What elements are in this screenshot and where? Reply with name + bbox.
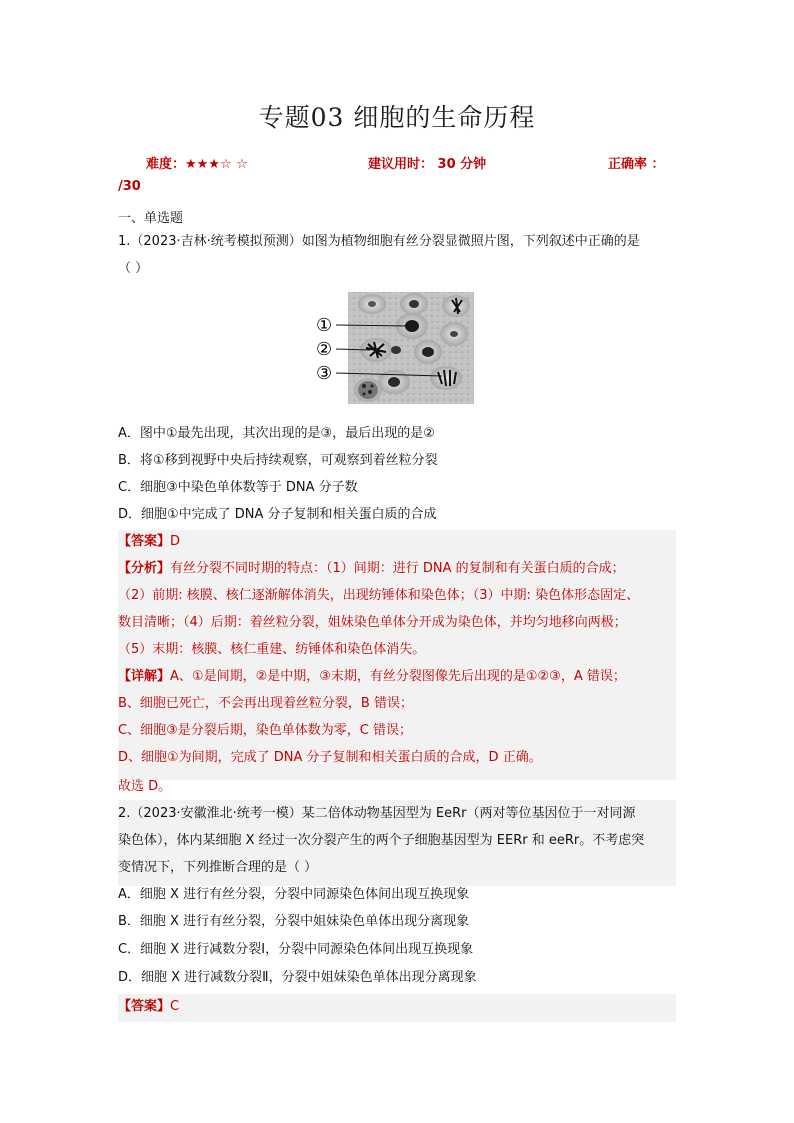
q2-stem-line1: 2.（2023·安徽淮北·统考一模）某二倍体动物基因型为 EeRr（两对等位基因位于一对同源 xyxy=(118,806,636,821)
q1-option-c: C．细胞③中染色单体数等于 DNA 分子数 xyxy=(118,480,358,495)
q2-answer-block xyxy=(118,994,676,1022)
q1-analysis-text1: 有丝分裂不同时期的特点：（1）间期：进行 DNA 的复制和有关蛋白质的合成； xyxy=(170,561,625,576)
difficulty-label: 难度：★★★☆ ☆ xyxy=(146,157,248,172)
q1-option-a: A．图中①最先出现，其次出现的是③，最后出现的是② xyxy=(118,426,435,441)
q2-answer xyxy=(118,997,179,1017)
q1-stem-line1: 1.（2023·吉林·统考模拟预测）如图为植物细胞有丝分裂显微照片图，下列叙述中正确的是 xyxy=(118,234,640,249)
q1-answer-tag: 【答案】 xyxy=(118,534,171,549)
q1-analysis-line2: （2）前期: 核膜、核仁逐渐解体消失，出现纺锤体和染色体；（3）中期: 染色体形态固定、 xyxy=(118,588,640,603)
q1-answer-block xyxy=(118,530,676,780)
page-title: 专题03 细胞的生命历程 xyxy=(258,103,536,132)
fig-label-1: ① xyxy=(316,315,333,336)
q1-option-d: D．细胞①中完成了 DNA 分子复制和相关蛋白质的合成 xyxy=(118,507,437,522)
q1-detail-line3: C、细胞③是分裂后期，染色单体数为零，C 错误； xyxy=(118,723,412,738)
q2-option-d: D．细胞 X 进行减数分裂Ⅱ，分裂中姐妹染色单体出现分离现象 xyxy=(118,970,477,985)
q1-detail-conclusion: 故选 D。 xyxy=(118,779,172,794)
q1-analysis-line4: （5）末期：核膜、核仁重建、纺锤体和染色体消失。 xyxy=(118,642,426,657)
accuracy-label: 正确率 ： xyxy=(608,157,665,172)
q2-option-c: C．细胞 X 进行减数分裂Ⅰ，分裂中同源染色体间出现互换现象 xyxy=(118,942,474,957)
q1-detail-line2: B、细胞已死亡，不会再出现着丝粒分裂，B 错误； xyxy=(118,696,413,711)
q2-option-a: A．细胞 X 进行有丝分裂，分裂中同源染色体间出现互换现象 xyxy=(118,887,470,902)
q2-stem-line3: 变情况下，下列推断合理的是（ ） xyxy=(118,860,318,875)
q1-stem-line2: （ ） xyxy=(118,261,149,276)
meta-line xyxy=(118,153,678,194)
q1-detail-line1 xyxy=(118,667,626,687)
q1-detail-tag: 【详解】 xyxy=(118,669,171,684)
q2-answer-value: C xyxy=(170,999,180,1014)
time-label: 建议用时： 30 分钟 xyxy=(368,157,487,172)
section-heading: 一、单选题 xyxy=(118,211,184,226)
q1-detail-line4: D、细胞①为间期，完成了 DNA 分子复制和相关蛋白质的合成，D 正确。 xyxy=(118,750,542,765)
q1-analysis-tag: 【分析】 xyxy=(118,561,171,576)
q1-answer xyxy=(118,532,180,552)
q1-answer-value: D xyxy=(170,534,181,549)
q1-detail-text1: A、①是间期，②是中期，③末期，有丝分裂图像先后出现的是①②③，A 错误； xyxy=(170,669,626,684)
q1-option-b: B．将①移到视野中央后持续观察，可观察到着丝粒分裂 xyxy=(118,453,438,468)
micrograph-figure xyxy=(316,290,476,406)
q2-stem-line2: 染色体），体内某细胞 X 经过一次分裂产生的两个子细胞基因型为 EERr 和 eeRr。不考虑突 xyxy=(118,833,645,848)
q1-analysis-line3: 数目清晰；（4）后期：着丝粒分裂，姐妹染色单体分开成为染色体，并均匀地移向两极； xyxy=(118,615,627,630)
q1-analysis-line1 xyxy=(118,559,625,579)
fig-label-3: ③ xyxy=(316,363,333,384)
fig-label-2: ② xyxy=(316,339,333,360)
q2-answer-tag: 【答案】 xyxy=(118,999,171,1014)
q2-option-b: B．细胞 X 进行有丝分裂，分裂中姐妹染色单体出现分离现象 xyxy=(118,914,470,929)
micrograph-image xyxy=(316,290,476,406)
accuracy-value: /30 xyxy=(118,179,141,194)
